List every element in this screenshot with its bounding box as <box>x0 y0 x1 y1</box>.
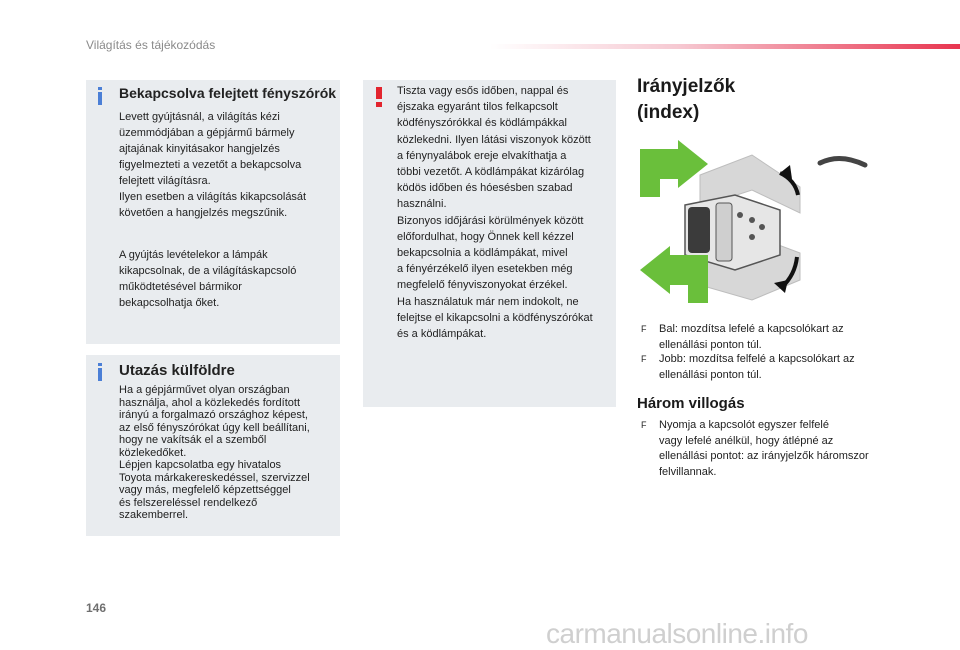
warning-box-fog-lamps <box>363 80 616 407</box>
watermark: carmanualsonline.info <box>546 618 808 649</box>
info-icon <box>98 87 102 105</box>
section-heading: Irányjelzők (index) <box>637 76 736 123</box>
list-item <box>641 352 891 384</box>
list-item <box>641 322 891 354</box>
info-icon <box>98 363 102 381</box>
info-box-headlights-left-on <box>86 80 340 344</box>
bullet-text: Bal: mozdítsa lefelé a kapcsolókart az ellenállási ponton túl. <box>659 323 844 351</box>
info-box-paragraph: Ha a gépjárművet olyan országban használja, ahol a közlekedés fordított irányú a forgalmazó országhoz képest, az első fényszórókat úgy kell beállítani, hogy ne vakítsák el a szemből közlekedőket. Lépjen kapcsolatba egy hivatalos Toyota márkakereskedéssel, szervizzel vagy más, megfelelő képzettséggel és felszereléssel rendelkező szakemberrel. <box>119 384 310 521</box>
list-item <box>641 418 901 482</box>
bullet-marker: F <box>641 420 647 430</box>
warning-box-paragraph: Tiszta vagy esős időben, nappal és éjszaka egyaránt tilos felkapcsolt ködfényszórókkal és ködlámpákkal közlekedni. Ilyen látási viszonyok között a fénynyalábok ereje elvakíthatja a többi vezetőt. A ködlámpákat kizárólag ködös időben és hóesésben szabad használni. Bizonyos időjárási körülmények között előfordulhat, hogy Önnek kell kézzel bekapcsolnia a ködlámpákat, mivel a fényérzékelő ilyen esetekben még megfelelő fényviszonyokat érzékel. Ha használatuk már nem indokolt, ne felejtse el kikapcsolni a ködfényszórókat és a ködlámpákat. <box>397 85 593 341</box>
turn-right-arrow-icon <box>640 140 708 197</box>
info-box-paragraph: A gyújtás levételekor a lámpák kikapcsolnak, de a világításkapcsoló működtetésével bármikor bekapcsolhatja őket. <box>119 249 297 309</box>
info-box-title: Utazás külföldre <box>119 362 235 379</box>
bullet-text: Jobb: mozdítsa felfelé a kapcsolókart az ellenállási ponton túl. <box>659 353 855 381</box>
bullet-text: Nyomja a kapcsolót egyszer felfelé vagy lefelé anélkül, hogy átlépné az ellenállási pontot: az irányjelzők háromszor felvillannak. <box>659 419 869 478</box>
header-accent-line <box>490 44 960 49</box>
info-box-title: Bekapcsolva felejtett fényszórók <box>119 85 337 101</box>
bullet-marker: F <box>641 324 647 334</box>
bullet-marker: F <box>641 354 647 364</box>
page-number: 146 <box>86 601 107 615</box>
info-box-paragraph: Levett gyújtásnál, a világítás kézi üzemmódjában a gépjármű bármely ajtajának kinyitásakor hangjelzés figyelmezteti a vezetőt a bekapcsolva felejtett világításra. Ilyen esetben a világítás kikapcsolását követően a hangjelzés megszűnik. <box>119 111 307 219</box>
subheading-three-flashes: Három villogás <box>637 395 745 412</box>
indicator-stalk-illustration <box>640 135 890 310</box>
page-header-title: Világítás és tájékozódás <box>86 38 216 52</box>
info-box-driving-abroad <box>86 355 340 536</box>
